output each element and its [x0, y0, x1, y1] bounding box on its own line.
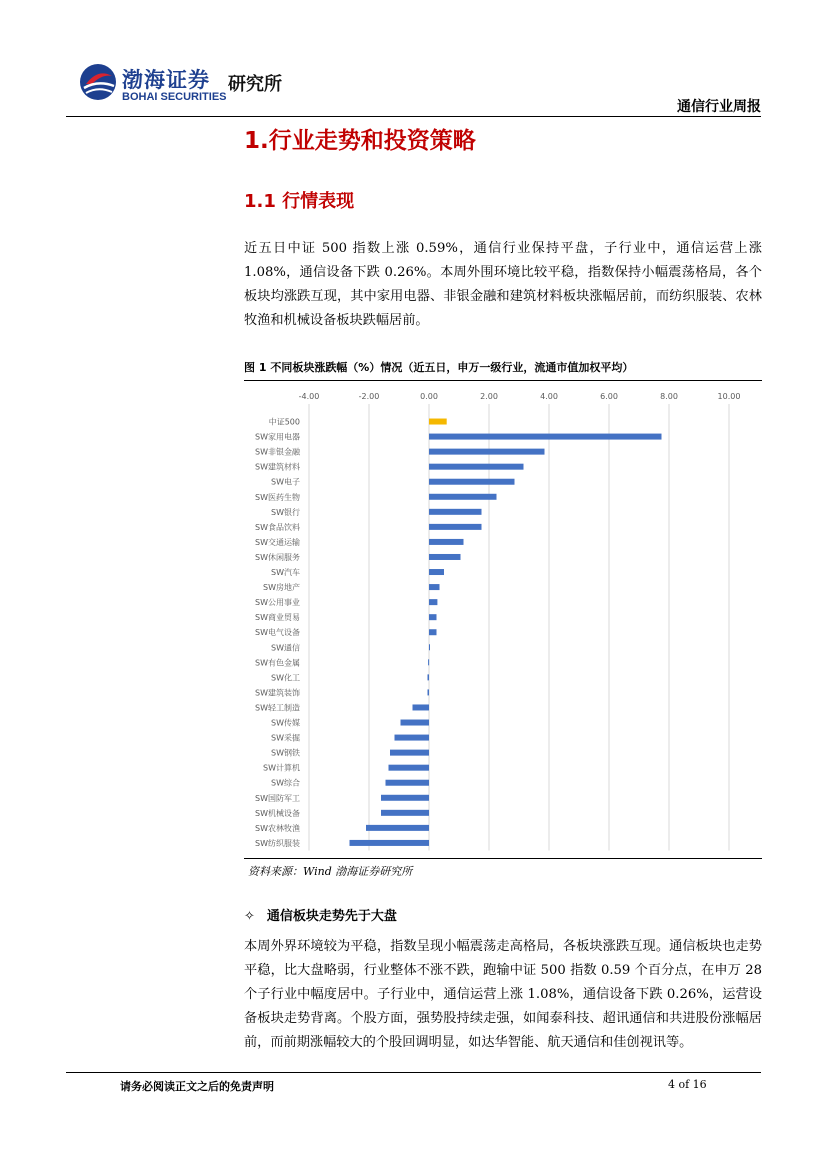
bar	[390, 750, 429, 756]
bar	[389, 765, 430, 771]
bar	[429, 434, 662, 440]
category-label: SW公用事业	[255, 598, 300, 608]
category-label: SW商业贸易	[255, 613, 300, 623]
category-label: SW钢铁	[271, 748, 300, 758]
category-label: SW纺织服装	[255, 838, 300, 848]
bar	[428, 659, 429, 665]
x-tick-label: 4.00	[540, 392, 558, 401]
category-label: SW家用电器	[255, 432, 300, 442]
category-label: SW采掘	[271, 733, 300, 743]
logo-institute: 研究所	[228, 74, 282, 95]
bar	[429, 614, 437, 620]
category-label: SW国防军工	[255, 793, 300, 803]
bar	[429, 524, 482, 530]
disclaimer-note: 请务必阅读正文之后的免责声明	[120, 1080, 274, 1093]
sector-change-bar-chart	[244, 382, 762, 856]
bar	[429, 569, 444, 575]
x-tick-label: -4.00	[298, 392, 320, 401]
bar	[429, 509, 482, 515]
figure-top-rule	[244, 380, 762, 381]
subsection-heading: 1.1 行情表现	[244, 191, 355, 212]
header-divider	[66, 116, 761, 117]
category-label: SW建筑材料	[255, 462, 300, 472]
category-label: SW综合	[271, 778, 300, 788]
bar	[350, 840, 430, 846]
category-label: SW机械设备	[255, 808, 300, 818]
company-logo	[78, 62, 288, 106]
category-label: SW银行	[271, 507, 300, 517]
bar	[429, 464, 524, 470]
report-title: 通信行业周报	[677, 99, 761, 115]
body-paragraph: 本周外界环境较为平稳，指数呈现小幅震荡走高格局，各板块涨跌互现。通信板块也走势平稳，比大盘略弱，行业整体不涨不跌，跑输中证 500 指数 0.59 个百分点，在申万 28 个子行业中幅度居中。子行业中，通信运营上涨 1.08%，通信设备下跌 0.26%，运营设备板块走势背离。个股方面，强势股持续走强，如闻泰科技、超讯通信和共进股份涨幅居前，而前期涨幅较大的个股回调明显，如达华智能、航天通信和佳创视讯等。	[244, 939, 762, 1050]
bar	[381, 795, 429, 801]
category-label: SW食品饮料	[255, 522, 300, 532]
diamond-bullet-icon: ✧	[244, 909, 255, 924]
bar	[401, 720, 430, 726]
bar	[428, 689, 430, 695]
bar	[429, 554, 461, 560]
bar	[429, 584, 440, 590]
bullet-heading-text: 通信板块走势先于大盘	[266, 909, 397, 924]
category-label: SW房地产	[263, 583, 300, 593]
bar	[429, 629, 437, 635]
x-tick-label: 8.00	[660, 392, 678, 401]
page-number: 4 of 16	[668, 1078, 707, 1091]
bohai-logo-icon	[78, 62, 118, 102]
bar	[429, 539, 464, 545]
category-label: SW非银金融	[255, 447, 300, 457]
category-label: SW建筑装饰	[255, 688, 300, 698]
category-label: SW汽车	[271, 568, 300, 578]
logo-chinese-name: 渤海证券	[122, 68, 210, 92]
bar	[395, 735, 430, 741]
category-label: SW通信	[271, 643, 300, 653]
bar	[429, 599, 437, 605]
bar	[429, 419, 447, 425]
figure-bottom-rule	[244, 858, 762, 859]
bar	[386, 780, 430, 786]
category-label: 中证500	[268, 417, 300, 427]
x-tick-label: -2.00	[358, 392, 380, 401]
bar	[429, 494, 497, 500]
x-tick-label: 10.00	[717, 392, 741, 401]
logo-english-name: BOHAI SECURITIES	[122, 91, 227, 103]
bar	[428, 674, 430, 680]
figure-source: 资料来源：Wind 渤海证券研究所	[248, 865, 413, 878]
bar	[413, 704, 430, 710]
category-label: SW计算机	[263, 763, 300, 773]
category-label: SW交通运输	[255, 537, 300, 547]
category-label: SW有色金属	[255, 658, 300, 668]
x-tick-label: 6.00	[600, 392, 618, 401]
category-label: SW轻工制造	[255, 703, 300, 713]
x-tick-label: 0.00	[420, 392, 438, 401]
bar	[429, 479, 515, 485]
category-label: SW电子	[271, 477, 300, 487]
category-label: SW农林牧渔	[255, 823, 300, 833]
category-label: SW化工	[271, 673, 300, 683]
bar	[429, 449, 545, 455]
x-tick-label: 2.00	[480, 392, 498, 401]
category-label: SW电气设备	[255, 628, 300, 638]
category-label: SW医药生物	[255, 492, 300, 502]
bar	[366, 825, 429, 831]
bullet-heading	[244, 905, 397, 924]
category-label: SW传媒	[271, 718, 300, 728]
intro-paragraph: 近五日中证 500 指数上涨 0.59%，通信行业保持平盘，子行业中，通信运营上涨 1.08%，通信设备下跌 0.26%。本周外围环境比较平稳，指数保持小幅震荡格局，各个板块均涨跌互现，其中家用电器、非银金融和建筑材料板块涨幅居前，而纺织服装、农林牧渔和机械设备板块跌幅居前。	[244, 241, 762, 328]
bar	[429, 644, 430, 650]
figure-title: 图 1 不同板块涨跌幅（%）情况（近五日，申万一级行业，流通市值加权平均）	[244, 361, 634, 374]
section-heading: 1.行业走势和投资策略	[244, 128, 476, 154]
footer-divider	[66, 1072, 761, 1073]
bar	[381, 810, 429, 816]
category-label: SW休闲服务	[255, 552, 300, 562]
